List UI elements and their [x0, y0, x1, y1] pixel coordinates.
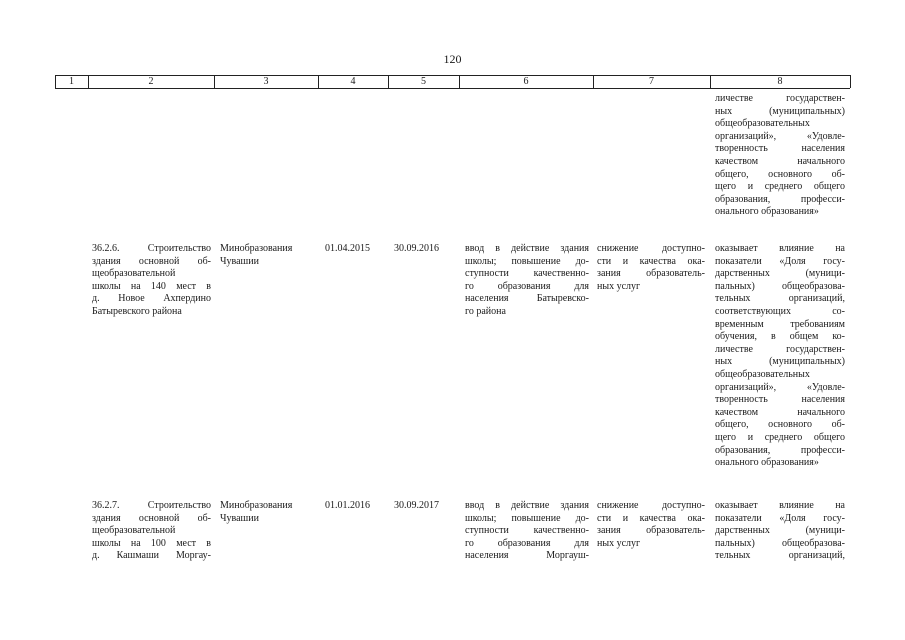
text-line: Минобразования	[220, 500, 293, 511]
text-line: школы; повышение до-	[465, 512, 589, 524]
row-36-2-7-influence-cell	[715, 500, 845, 563]
column-number: 8	[777, 76, 783, 87]
header-separator	[850, 75, 851, 88]
text-line: онального образования»	[715, 457, 819, 469]
text-line: школы; повышение до-	[465, 255, 589, 267]
text-line: 30.09.2016	[394, 243, 439, 254]
text-line: Чувашии	[220, 255, 259, 267]
text-line: образования, професси-	[715, 193, 845, 205]
text-line: ввод в действие здания	[465, 243, 589, 254]
text-line: онального образования»	[715, 206, 819, 218]
text-line: Чувашии	[220, 512, 259, 524]
text-line: здания основной об-	[92, 255, 211, 267]
text-line: 01.04.2015	[325, 243, 370, 254]
text-line: соответствующих со-	[715, 305, 845, 317]
text-line: снижение доступно-	[597, 243, 705, 254]
text-line: обучения, в общем ко-	[715, 331, 845, 343]
text-line: тельных организаций,	[715, 550, 845, 562]
text-line: го образования для	[465, 537, 589, 549]
column-number: 2	[148, 76, 154, 87]
text-line: общего, основного об-	[715, 419, 845, 431]
text-line: ных услуг	[597, 280, 641, 292]
row-36-2-6-result-cell	[465, 243, 589, 319]
text-line: щеобразовательной	[92, 525, 176, 537]
text-line: ввод в действие здания	[465, 500, 589, 511]
text-line: здания основной об-	[92, 512, 211, 524]
text-line: пальных) общеобразова-	[715, 537, 845, 549]
row-36-2-6-end-date	[394, 243, 456, 256]
text-line: сти и качества ока-	[597, 512, 705, 524]
text-line: творенность населения	[715, 394, 845, 406]
text-line: ных услуг	[597, 537, 641, 549]
text-line: общеобразовательных	[715, 118, 810, 130]
page-number: 120	[443, 52, 462, 66]
text-line: творенность населения	[715, 143, 845, 155]
row-36-2-7-executor-cell	[220, 500, 315, 525]
text-line: тельных организаций,	[715, 293, 845, 305]
text-line: 36.2.6. Строительство	[92, 243, 211, 254]
text-line: личестве государствен-	[715, 343, 845, 355]
text-line: щего и среднего общего	[715, 181, 845, 193]
row-36-2-7-result-cell	[465, 500, 589, 563]
text-line: зания образователь-	[597, 268, 705, 280]
text-line: общеобразовательных	[715, 368, 810, 380]
column-number: 3	[263, 76, 269, 87]
column-number: 1	[69, 76, 74, 87]
continued-influence-cell	[715, 93, 845, 219]
text-line: школы на 100 мест в	[92, 537, 211, 549]
row-36-2-6-executor-cell	[220, 243, 315, 268]
column-number: 6	[523, 76, 529, 87]
text-line: населения Батыревско-	[465, 293, 589, 305]
text-line: временным требованиям	[715, 318, 845, 330]
text-line: д. Кашмаши Моргау-	[92, 550, 211, 562]
text-line: оказывает влияние на	[715, 243, 845, 254]
row-36-2-7-end-date	[394, 500, 456, 513]
text-line: показатели «Доля госу-	[715, 255, 845, 267]
column-number: 5	[421, 76, 426, 87]
text-line: щего и среднего общего	[715, 431, 845, 443]
text-line: зания образователь-	[597, 525, 705, 537]
row-36-2-6-start-date	[325, 243, 385, 256]
text-line: ных (муниципальных)	[715, 356, 845, 368]
header-bottom-rule	[55, 88, 850, 89]
text-line: качеством начального	[715, 406, 845, 418]
text-line: организаций», «Удовле-	[715, 130, 845, 142]
text-line: пальных) общеобразова-	[715, 280, 845, 292]
text-line: населения Моргауш-	[465, 550, 589, 562]
text-line: организаций», «Удовле-	[715, 381, 845, 393]
text-line: Минобразования	[220, 243, 293, 254]
row-36-2-7-start-date	[325, 500, 385, 513]
row-36-2-6-influence-cell	[715, 243, 845, 470]
text-line: показатели «Доля госу-	[715, 512, 845, 524]
text-line: д. Новое Ахпердино	[92, 293, 211, 305]
row-36-2-6-name-cell	[92, 243, 211, 319]
text-line: 01.01.2016	[325, 500, 370, 511]
column-number: 4	[350, 76, 356, 87]
text-line: 36.2.7. Строительство	[92, 500, 211, 511]
row-36-2-7-name-cell	[92, 500, 211, 563]
text-line: образования, професси-	[715, 444, 845, 456]
text-line: качеством начального	[715, 155, 845, 167]
text-line: снижение доступно-	[597, 500, 705, 511]
text-line: ступности качественно-	[465, 268, 589, 280]
row-36-2-7-consequence-cell	[597, 500, 705, 550]
text-line: ступности качественно-	[465, 525, 589, 537]
text-line: школы на 140 мест в	[92, 280, 211, 292]
text-line: личестве государствен-	[715, 93, 845, 104]
text-line: дарственных (муници-	[715, 525, 845, 537]
row-36-2-6-consequence-cell	[597, 243, 705, 293]
text-line: оказывает влияние на	[715, 500, 845, 511]
text-line: общего, основного об-	[715, 168, 845, 180]
text-line: сти и качества ока-	[597, 255, 705, 267]
text-line: дарственных (муници-	[715, 268, 845, 280]
column-number: 7	[649, 76, 654, 87]
text-line: го района	[465, 305, 506, 317]
text-line: 30.09.2017	[394, 500, 439, 511]
text-line: го образования для	[465, 280, 589, 292]
text-line: щеобразовательной	[92, 268, 176, 280]
text-line: Батыревского района	[92, 305, 182, 317]
text-line: ных (муниципальных)	[715, 105, 845, 117]
